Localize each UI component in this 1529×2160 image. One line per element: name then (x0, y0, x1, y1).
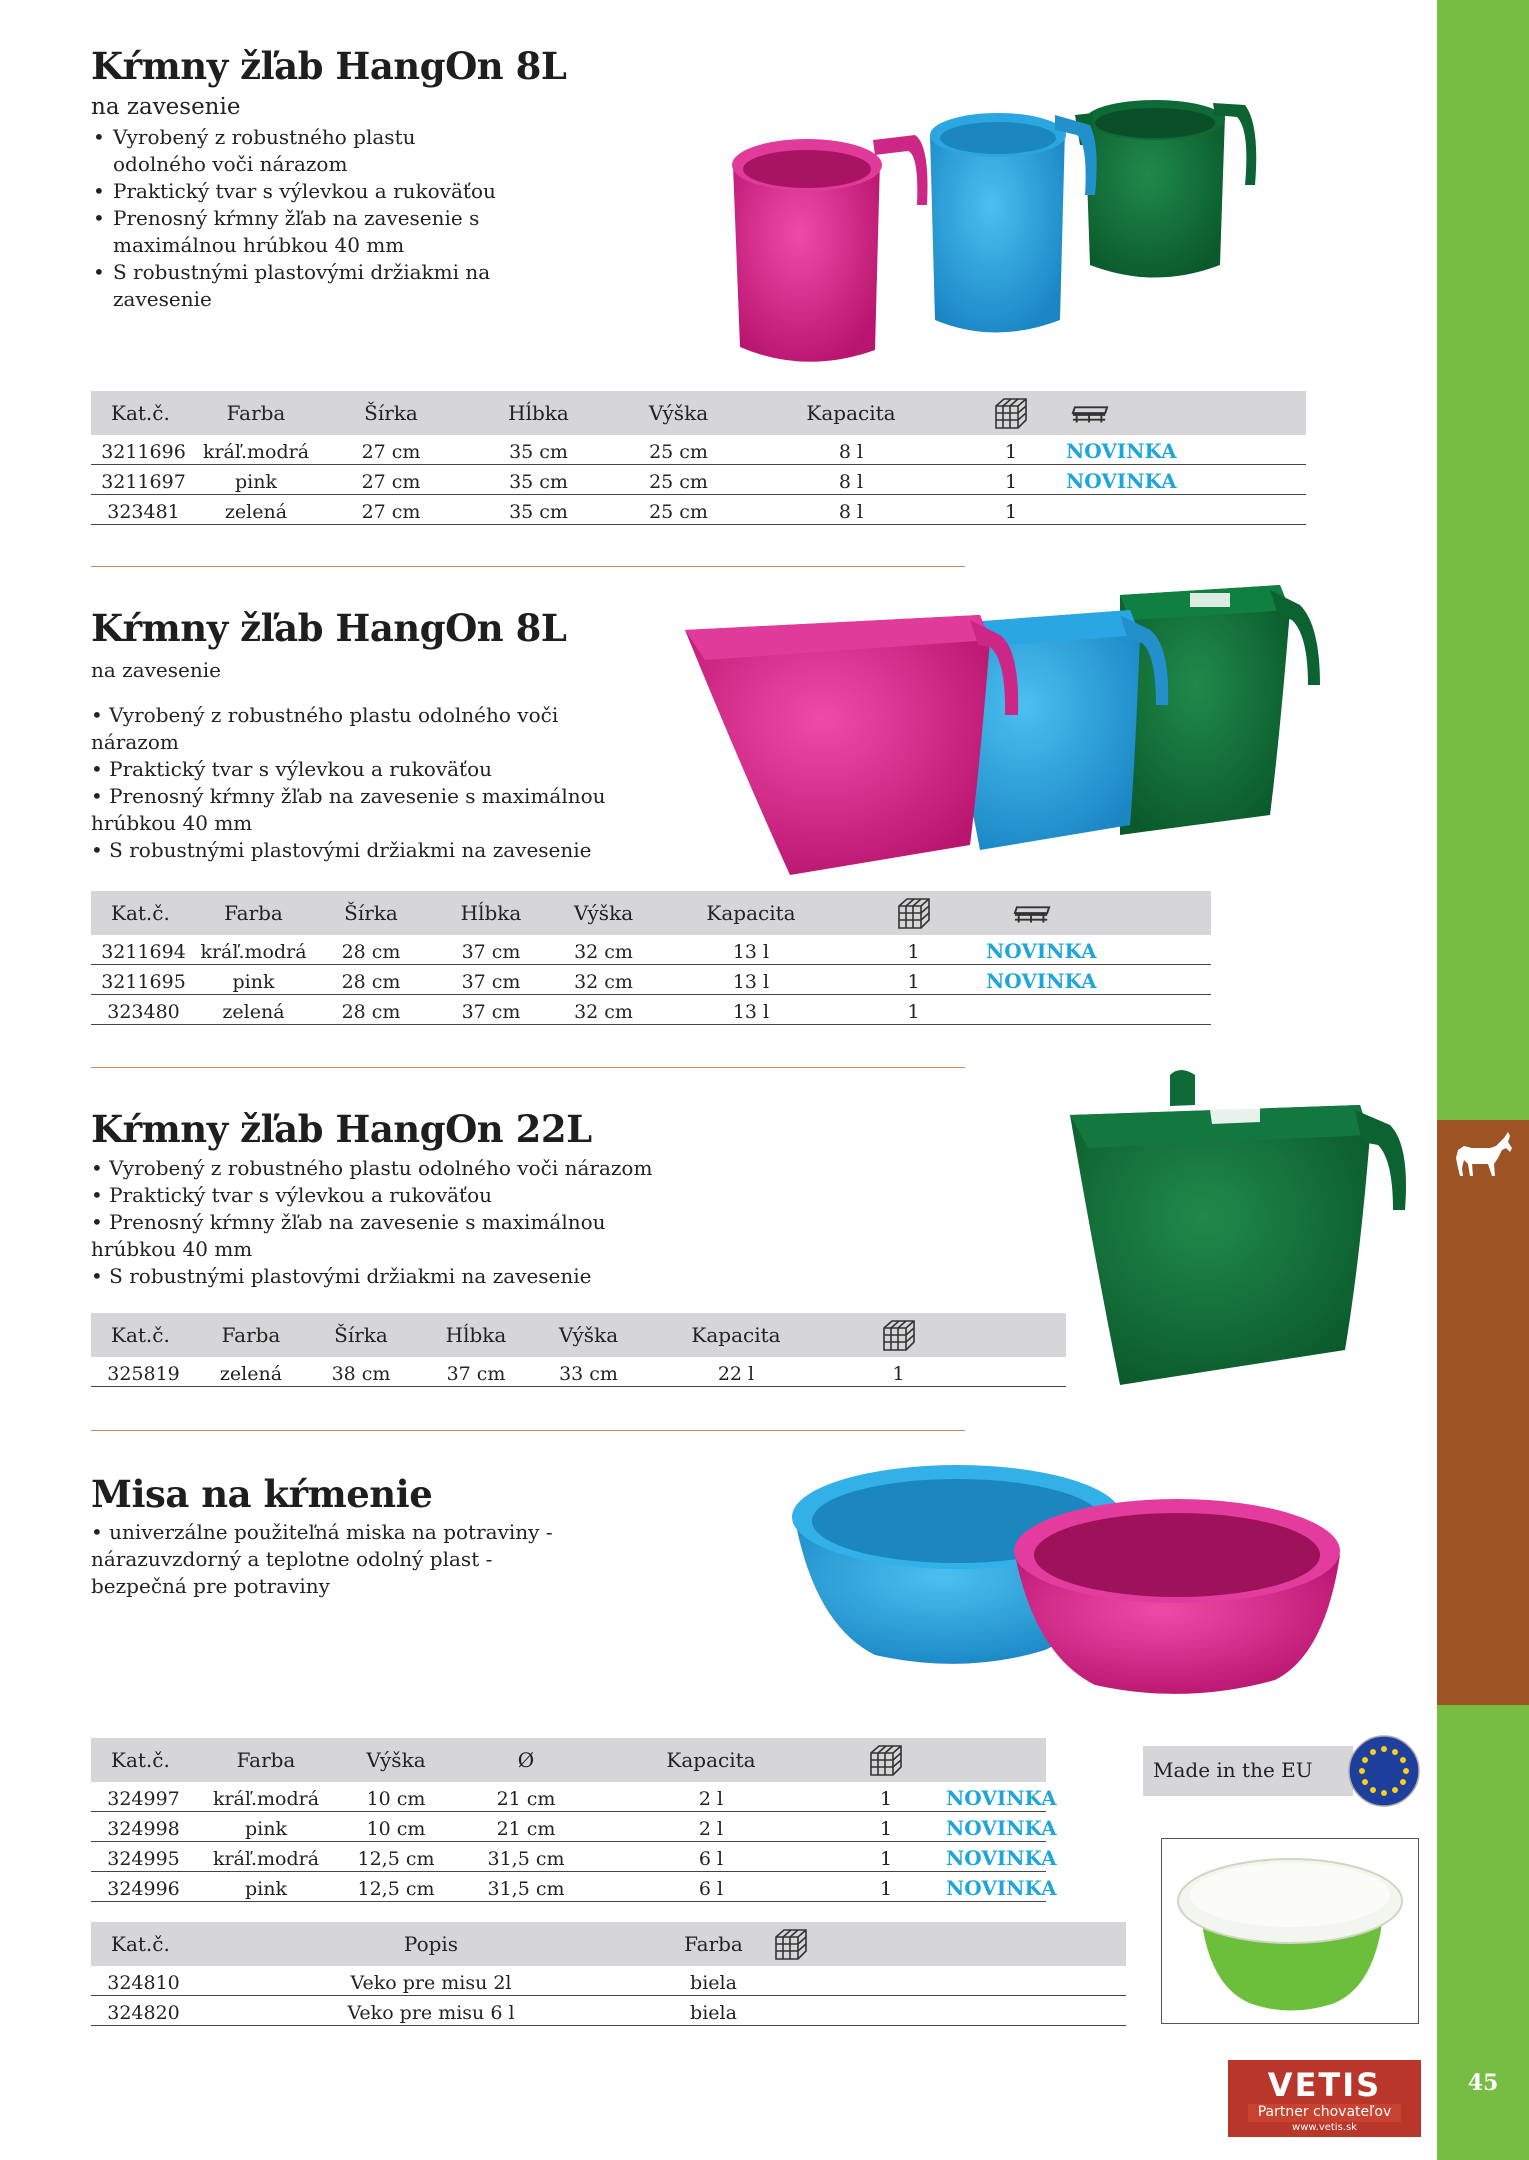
section-3-title: Kŕmny žľab HangOn 22L (91, 1107, 592, 1151)
table-row (91, 465, 1306, 495)
novinka-badge (1066, 495, 1306, 525)
cell: 37 cm (431, 965, 551, 995)
col-header: Kat.č. (91, 891, 196, 935)
section-4-bullets (91, 1519, 571, 1600)
table-row (91, 1966, 1126, 1996)
cell: 2 l (596, 1782, 826, 1812)
side-bar (1437, 0, 1529, 2160)
cell: 2 l (596, 1812, 826, 1842)
section-3-table (91, 1313, 1066, 1387)
category-tab-horse[interactable] (1437, 1120, 1529, 1705)
section-divider (91, 1430, 965, 1431)
cell: 32 cm (551, 935, 656, 965)
cell: 35 cm (466, 435, 611, 465)
cell: 324996 (91, 1872, 196, 1902)
bullet: • Vyrobený z robustného plastu odolného voči nárazom (91, 1156, 653, 1180)
col-header: Výška (336, 1738, 456, 1782)
table-row (91, 995, 1211, 1025)
bullet: hrúbkou 40 mm (91, 811, 253, 835)
section-1-title: Kŕmny žľab HangOn 8L (91, 44, 567, 88)
cell: pink (196, 965, 311, 995)
section-2-subtitle: na zavesenie (91, 658, 221, 682)
col-header: Farba (666, 1922, 761, 1966)
section-1-subtitle: na zavesenie (91, 94, 241, 120)
cell: kráľ.modrá (196, 935, 311, 965)
cell (821, 1996, 1126, 2026)
cell: 10 cm (336, 1812, 456, 1842)
pallet-icon (1071, 403, 1109, 425)
cell: 3211697 (91, 465, 196, 495)
cell: biela (666, 1966, 761, 1996)
col-header: Kapacita (656, 891, 846, 935)
cell: 28 cm (311, 965, 431, 995)
table-row (91, 1872, 1046, 1902)
cell: 22 l (641, 1357, 831, 1387)
cell: pink (196, 1812, 336, 1842)
cell (966, 1357, 1066, 1387)
bullet: • Praktický tvar s výlevkou a rukoväťou (91, 1183, 493, 1207)
cell: 21 cm (456, 1812, 596, 1842)
table-row (91, 1782, 1046, 1812)
cell (761, 1966, 821, 1996)
cell: 1 (831, 1357, 966, 1387)
product-image-feeding-bowls (785, 1455, 1345, 1705)
cell: 1 (956, 495, 1066, 525)
made-in-eu-badge (1143, 1746, 1353, 1796)
novinka-badge: NOVINKA (981, 965, 1211, 995)
section-divider (91, 1067, 965, 1068)
cell: 35 cm (466, 465, 611, 495)
bullet: • Vyrobený z robustného plastu odolného voči (91, 703, 559, 727)
cell: 6 l (596, 1842, 826, 1872)
cell: 32 cm (551, 995, 656, 1025)
section-1-table (91, 391, 1306, 525)
cell: 12,5 cm (336, 1872, 456, 1902)
cell: 38 cm (306, 1357, 416, 1387)
bullet: hrúbkou 40 mm (91, 1237, 253, 1261)
horse-icon (1450, 1128, 1516, 1184)
bullet: • Prenosný kŕmny žľab na zavesenie s maximálnou hrúbkou 40 mm (91, 205, 511, 259)
cell: 324997 (91, 1782, 196, 1812)
cell: 1 (826, 1812, 946, 1842)
cell (821, 1966, 1126, 1996)
page-number: 45 (1467, 2070, 1499, 2096)
col-header: Kapacita (746, 391, 956, 435)
section-4-table (91, 1738, 1057, 1902)
section-3-bullets (91, 1155, 691, 1290)
cell: 33 cm (536, 1357, 641, 1387)
cell: 13 l (656, 995, 846, 1025)
cell: 1 (846, 935, 981, 965)
bullet: • S robustnými plastovými držiakmi na zavesenie (91, 259, 511, 313)
col-header: Kat.č. (91, 1313, 196, 1357)
cell: Veko pre misu 2l (196, 1966, 666, 1996)
col-header: Šírka (306, 1313, 416, 1357)
col-header: Ø (456, 1738, 596, 1782)
col-header: Farba (196, 391, 316, 435)
cell: biela (666, 1996, 761, 2026)
table-row (91, 1812, 1046, 1842)
cell: 3211694 (91, 935, 196, 965)
cell: 27 cm (316, 435, 466, 465)
cell: 324820 (91, 1996, 196, 2026)
cell: 31,5 cm (456, 1872, 596, 1902)
cell: 10 cm (336, 1782, 456, 1812)
cell: zelená (196, 995, 311, 1025)
cell: 1 (826, 1782, 946, 1812)
section-4-title: Misa na kŕmenie (91, 1472, 433, 1516)
eu-flag-icon (1347, 1734, 1421, 1808)
product-image-bowl-with-lid (1162, 1839, 1418, 2023)
cell: 13 l (656, 935, 846, 965)
cell: 37 cm (431, 935, 551, 965)
cell: pink (196, 1872, 336, 1902)
col-header: Šírka (311, 891, 431, 935)
bullet: nárazuvzdorný a teplotne odolný plast - (91, 1547, 493, 1571)
novinka-badge: NOVINKA (1066, 435, 1306, 465)
cell: 8 l (746, 435, 956, 465)
cell: kráľ.modrá (196, 435, 316, 465)
cell: 1 (846, 965, 981, 995)
bullet: • Prenosný kŕmny žľab na zavesenie s maximálnou (91, 1210, 606, 1234)
cell: 25 cm (611, 495, 746, 525)
package-icon (869, 1743, 903, 1777)
novinka-badge: NOVINKA (946, 1842, 1046, 1872)
cell: 13 l (656, 965, 846, 995)
novinka-badge: NOVINKA (946, 1872, 1046, 1902)
cell: 1 (846, 995, 981, 1025)
col-header: Kapacita (596, 1738, 826, 1782)
logo-url: www.vetis.sk (1292, 2122, 1357, 2133)
novinka-badge: NOVINKA (946, 1782, 1046, 1812)
col-header: Farba (196, 891, 311, 935)
cell: 1 (956, 465, 1066, 495)
novinka-badge (981, 995, 1211, 1025)
col-header: Popis (196, 1922, 666, 1966)
cell: 32 cm (551, 965, 656, 995)
section-2-bullets (91, 702, 611, 864)
cell: 324995 (91, 1842, 196, 1872)
cell (761, 1996, 821, 2026)
table-row (91, 1842, 1046, 1872)
table-row (91, 435, 1306, 465)
cell: zelená (196, 1357, 306, 1387)
col-header: Farba (196, 1738, 336, 1782)
package-icon (882, 1318, 916, 1352)
cell: 324998 (91, 1812, 196, 1842)
cell: 21 cm (456, 1782, 596, 1812)
cell: 28 cm (311, 995, 431, 1025)
table-row (91, 1357, 1066, 1387)
bullet: • Prenosný kŕmny žľab na zavesenie s maximálnou (91, 784, 606, 808)
table-row (91, 935, 1211, 965)
pallet-icon (1013, 903, 1051, 925)
section-2-title: Kŕmny žľab HangOn 8L (91, 606, 567, 650)
col-header: Kat.č. (91, 1922, 196, 1966)
logo-tagline: Partner chovateľov (1248, 2104, 1401, 2122)
novinka-badge: NOVINKA (981, 935, 1211, 965)
col-header: Hĺbka (431, 891, 551, 935)
cell: 1 (826, 1872, 946, 1902)
made-in-eu-label: Made in the EU (1153, 1758, 1313, 1782)
bullet: • Vyrobený z robustného plastu odolného voči nárazom (91, 124, 511, 178)
cell: kráľ.modrá (196, 1782, 336, 1812)
package-icon (897, 896, 931, 930)
col-header: Hĺbka (466, 391, 611, 435)
cell: 37 cm (416, 1357, 536, 1387)
bullet: • univerzálne použiteľná miska na potraviny - (91, 1520, 553, 1544)
cell: 27 cm (316, 465, 466, 495)
cell: 25 cm (611, 465, 746, 495)
bullet: bezpečná pre potraviny (91, 1574, 330, 1598)
product-image-hangon-8l-round (715, 85, 1345, 375)
product-image-hangon-22l (1060, 1060, 1420, 1390)
cell: 35 cm (466, 495, 611, 525)
section-1-bullets (91, 124, 511, 313)
col-header: Farba (196, 1313, 306, 1357)
cell: 8 l (746, 465, 956, 495)
cell: 3211696 (91, 435, 196, 465)
col-header: Kat.č. (91, 391, 196, 435)
product-image-hangon-8l-square (680, 565, 1380, 885)
bullet: • S robustnými plastovými držiakmi na zavesenie (91, 838, 592, 862)
cell: 323481 (91, 495, 196, 525)
section-2-table (91, 891, 1211, 1025)
cell: 37 cm (431, 995, 551, 1025)
novinka-badge: NOVINKA (946, 1812, 1046, 1842)
package-icon (994, 396, 1028, 430)
cell: 323480 (91, 995, 196, 1025)
bullet: • S robustnými plastovými držiakmi na zavesenie (91, 1264, 592, 1288)
table-row (91, 965, 1211, 995)
package-icon (774, 1927, 808, 1961)
col-header: Šírka (316, 391, 466, 435)
cell: 3211695 (91, 965, 196, 995)
col-header: Výška (551, 891, 656, 935)
cell: 324810 (91, 1966, 196, 1996)
lid-table (91, 1922, 1126, 2026)
bullet: nárazom (91, 730, 179, 754)
table-row (91, 495, 1306, 525)
cell: pink (196, 465, 316, 495)
cell: 28 cm (311, 935, 431, 965)
logo-name: VETIS (1267, 2066, 1382, 2104)
col-header: Výška (536, 1313, 641, 1357)
bullet: • Praktický tvar s výlevkou a rukoväťou (91, 178, 511, 205)
cell: 6 l (596, 1872, 826, 1902)
cell: 31,5 cm (456, 1842, 596, 1872)
product-image-bowl-with-lid-frame (1161, 1838, 1419, 2024)
col-header: Kapacita (641, 1313, 831, 1357)
vetis-logo[interactable] (1228, 2060, 1421, 2137)
col-header: Kat.č. (91, 1738, 196, 1782)
cell: 1 (956, 435, 1066, 465)
cell: 12,5 cm (336, 1842, 456, 1872)
cell: kráľ.modrá (196, 1842, 336, 1872)
cell: 1 (826, 1842, 946, 1872)
table-row (91, 1996, 1126, 2026)
col-header: Hĺbka (416, 1313, 536, 1357)
cell: 27 cm (316, 495, 466, 525)
col-header: Výška (611, 391, 746, 435)
novinka-badge: NOVINKA (1066, 465, 1306, 495)
cell: 325819 (91, 1357, 196, 1387)
cell: Veko pre misu 6 l (196, 1996, 666, 2026)
cell: 8 l (746, 495, 956, 525)
cell: zelená (196, 495, 316, 525)
bullet: • Praktický tvar s výlevkou a rukoväťou (91, 757, 493, 781)
cell: 25 cm (611, 435, 746, 465)
